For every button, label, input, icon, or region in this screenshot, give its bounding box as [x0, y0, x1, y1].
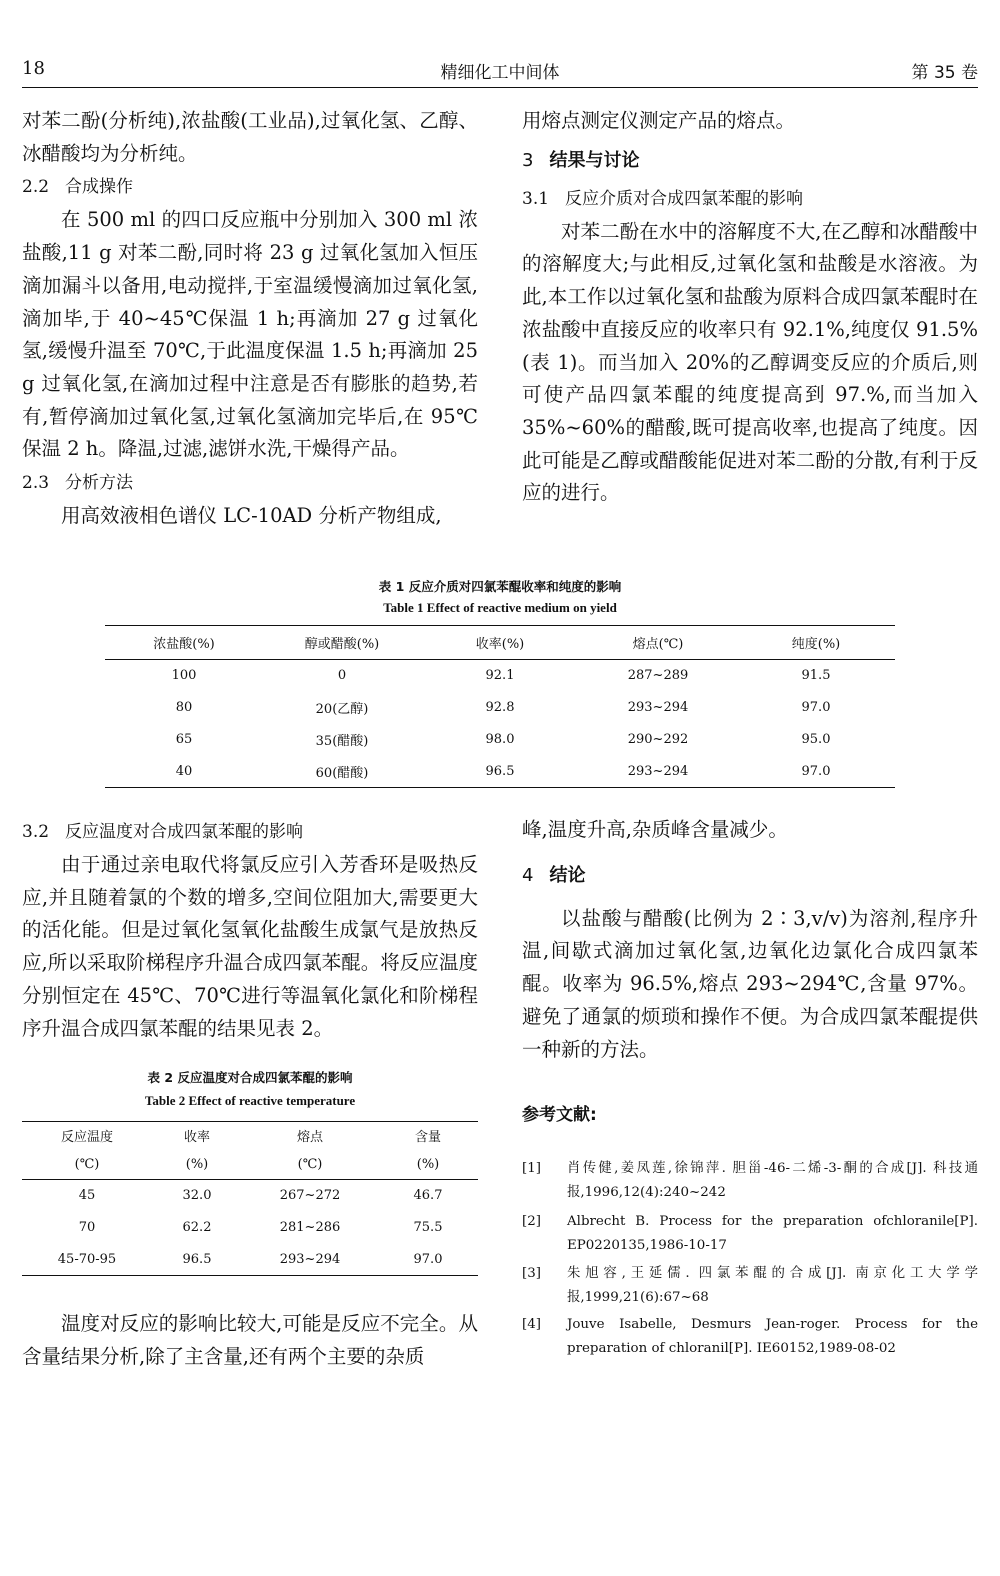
materials-paragraph: 对苯二酚(分析纯),浓盐酸(工业品),过氧化氢、乙醇、冰醋酸均为分析纯。 — [22, 109, 478, 165]
table-cell: 92.1 — [485, 668, 515, 684]
running-header — [22, 58, 978, 86]
table1-header-cell: 醇或醋酸(%) — [263, 626, 421, 660]
section-4-heading: 4 结论 — [522, 864, 586, 886]
analysis-paragraph: 用高效液相色谱仪 LC-10AD 分析产物组成, — [61, 504, 442, 528]
table1-caption-cn: 表 1 反应介质对四氯苯醌收率和纯度的影响 — [378, 579, 622, 594]
section-2-3-heading: 2.3 分析方法 — [22, 473, 134, 494]
temperature-discussion-paragraph: 由于通过亲电取代将氯反应引入芳香环是吸热反应,并且随着氯的个数的增多,空间位阻加大,需要更大的活化能。但是过氧化氢氧化盐酸生成氯气是放热反应,所以采取阶梯程序升温合成四氯苯醌。将反应温度分别恒定在 45℃、70℃进行等温氧化氯化和阶梯程序升温合成四氯苯醌的结果见表 2。 — [22, 853, 478, 1040]
reference-item — [522, 1262, 978, 1310]
table-cell: 98.0 — [485, 732, 515, 747]
table-cell: 45 — [78, 1188, 96, 1204]
left-column-top — [22, 105, 478, 533]
table-row — [105, 756, 895, 788]
table-cell: 281~286 — [279, 1220, 341, 1235]
synthesis-paragraph: 在 500 ml 的四口反应瓶中分别加入 300 ml 浓盐酸,11 g 对苯二酚,同时将 23 g 过氧化氢加入恒压滴加漏斗以备用,电动搅拌,于室温缓慢滴加过氧化氢,滴加毕,于 40~45℃保温 1 h;再滴加 27 g 过氧化氢,缓慢升温至 70℃,于此温度保温 1.5 h;再滴加 25 g 过氧化氢,在滴加过程中注意是否有膨胀的趋势,若有,暂停滴加过氧化氢,过氧化氢滴加完毕后,在 95℃保温 2 h。降温,过滤,滤饼水洗,干燥得产品。 — [22, 208, 478, 461]
table-cell: 45-70-95 — [57, 1251, 117, 1267]
impurity-paragraph: 峰,温度升高,杂质峰含量减少。 — [522, 818, 788, 841]
table2-header-row — [22, 1150, 478, 1180]
table-cell: 32.0 — [182, 1188, 212, 1204]
table-cell: 0 — [337, 668, 347, 684]
table2-header-cell: (%) — [152, 1150, 242, 1180]
reference-item — [522, 1210, 978, 1258]
section-3-1-heading: 3.1 反应介质对合成四氯苯醌的影响 — [522, 188, 804, 209]
section-2-2-heading: 2.2 合成操作 — [22, 177, 134, 198]
table-row — [22, 1244, 478, 1276]
table-row — [105, 692, 895, 724]
table2-caption-cn: 表 2 反应温度对合成四氯苯醌的影响 — [147, 1070, 353, 1085]
page-number: 18 — [22, 58, 45, 79]
table-cell: 75.5 — [413, 1220, 443, 1235]
melting-point-paragraph: 用熔点测定仪测定产品的熔点。 — [522, 109, 796, 132]
table-cell: 97.0 — [413, 1251, 443, 1267]
table-cell: 100 — [171, 668, 197, 684]
table-cell: 70 — [78, 1220, 96, 1235]
table1-header-cell: 熔点(℃) — [579, 626, 737, 660]
table-cell: 65 — [175, 732, 193, 747]
table1-header-row — [105, 626, 895, 660]
left-column-end — [22, 1308, 478, 1373]
table-row — [22, 1180, 478, 1212]
table-cell: 97.0 — [801, 700, 831, 715]
table-cell: 96.5 — [182, 1251, 212, 1267]
table2-header-cell: (℃) — [22, 1150, 152, 1180]
reference-number: [4] — [522, 1317, 541, 1332]
reference-text: Jouve Isabelle, Desmurs Jean-roger. Process for the preparation of chloranil[P]. IE60152,1989-08-02 — [567, 1317, 978, 1356]
table1-header-cell: 收率(%) — [421, 626, 579, 660]
table2-header-cell: 熔点 — [296, 1130, 323, 1146]
table2-header-cell: 含量 — [414, 1130, 441, 1146]
reference-number: [1] — [522, 1161, 541, 1176]
table2-header-cell: 反应温度 — [60, 1130, 113, 1146]
reference-text: 朱旭容,王延儒. 四氯苯醌的合成[J]. 南京化工大学学报,1999,21(6):67~68 — [567, 1266, 978, 1305]
medium-discussion-paragraph: 对苯二酚在水中的溶解度不大,在乙醇和冰醋酸中的溶解度大;与此相反,过氧化氢和盐酸是水溶液。为此,本工作以过氧化氢和盐酸为原料合成四氯苯醌时在浓盐酸中直接反应的收率只有 92.1%,纯度仅 91.5%(表 1)。而当加入 20%的乙醇调变反应的介质后,则可使产品四氯苯醌的纯度提高到 97.%,而当加入 35%~60%的醋酸,既可提高收率,也提高了纯度。因此可能是乙醇或醋酸能促进对苯二酚的分散,有利于反应的进行。 — [522, 219, 978, 505]
volume-label: 第 35 卷 — [911, 63, 978, 83]
table-cell: 267~272 — [279, 1188, 341, 1204]
table1-header-cell: 浓盐酸(%) — [105, 626, 263, 660]
table-row — [105, 660, 895, 692]
table-row — [105, 724, 895, 756]
header-rule — [22, 87, 978, 88]
table-cell: 92.8 — [485, 700, 515, 715]
table-cell: 60(醋酸) — [315, 765, 369, 781]
right-column-top — [522, 105, 978, 510]
reference-item — [522, 1313, 978, 1361]
table-cell: 40 — [175, 763, 193, 779]
table2-header-cell: (℃) — [242, 1150, 378, 1180]
table-cell: 293~294 — [279, 1251, 341, 1267]
reference-text: 肖传健,姜凤莲,徐锦萍. 胆甾-46-二烯-3-酮的合成[J]. 科技通报,1996,12(4):240~242 — [567, 1161, 978, 1200]
section-3-2-heading: 3.2 反应温度对合成四氯苯醌的影响 — [22, 822, 304, 842]
table-row — [22, 1212, 478, 1244]
reference-item — [522, 1157, 978, 1205]
right-column-bottom — [522, 814, 978, 1066]
table2-header-cell: 收率 — [183, 1130, 210, 1146]
table1 — [105, 625, 895, 788]
journal-name: 精细化工中间体 — [440, 63, 560, 83]
table-cell: 96.5 — [485, 763, 515, 779]
reference-text: Albrecht B. Process for the preparation ofchloranile[P]. EP0220135,1986-10-17 — [567, 1214, 978, 1253]
table-cell: 97.0 — [801, 763, 831, 779]
table-cell: 293~294 — [627, 763, 689, 779]
table-cell: 62.2 — [182, 1220, 212, 1235]
table2-caption-en: Table 2 Effect of reactive temperature — [144, 1093, 356, 1108]
table1-caption-en: Table 1 Effect of reactive medium on yield — [383, 600, 617, 615]
table-cell: 290~292 — [627, 732, 689, 747]
table-cell: 46.7 — [413, 1188, 443, 1204]
table2-header-cell: (%) — [378, 1150, 478, 1180]
table-cell: 95.0 — [801, 732, 831, 747]
conclusion-paragraph: 以盐酸与醋酸(比例为 2∶3,v/v)为溶剂,程序升温,间歇式滴加过氧化氢,边氧化边氯化合成四氯苯醌。收率为 96.5%,熔点 293~294℃,含量 97%。避免了通氯的烦琐和操作不便。为合成四氯苯醌提供一种新的方法。 — [522, 906, 978, 1061]
table-cell: 80 — [175, 700, 193, 715]
table2 — [22, 1121, 478, 1276]
reference-number: [3] — [522, 1266, 541, 1281]
table-cell: 287~289 — [627, 668, 689, 684]
temperature-effect-paragraph: 温度对反应的影响比较大,可能是反应不完全。从含量结果分析,除了主含量,还有两个主要的杂质 — [22, 1312, 478, 1368]
table1-header-cell: 纯度(%) — [737, 626, 895, 660]
table-cell: 293~294 — [627, 700, 689, 715]
left-column-bottom — [22, 815, 478, 1045]
table-cell: 35(醋酸) — [315, 734, 369, 749]
references-title: 参考文献: — [522, 1105, 597, 1125]
table-cell: 20(乙醇) — [315, 702, 369, 717]
reference-number: [2] — [522, 1214, 541, 1229]
table-cell: 91.5 — [801, 668, 831, 684]
table2-header-row — [22, 1122, 478, 1150]
section-3-heading: 3 结果与讨论 — [522, 149, 640, 171]
